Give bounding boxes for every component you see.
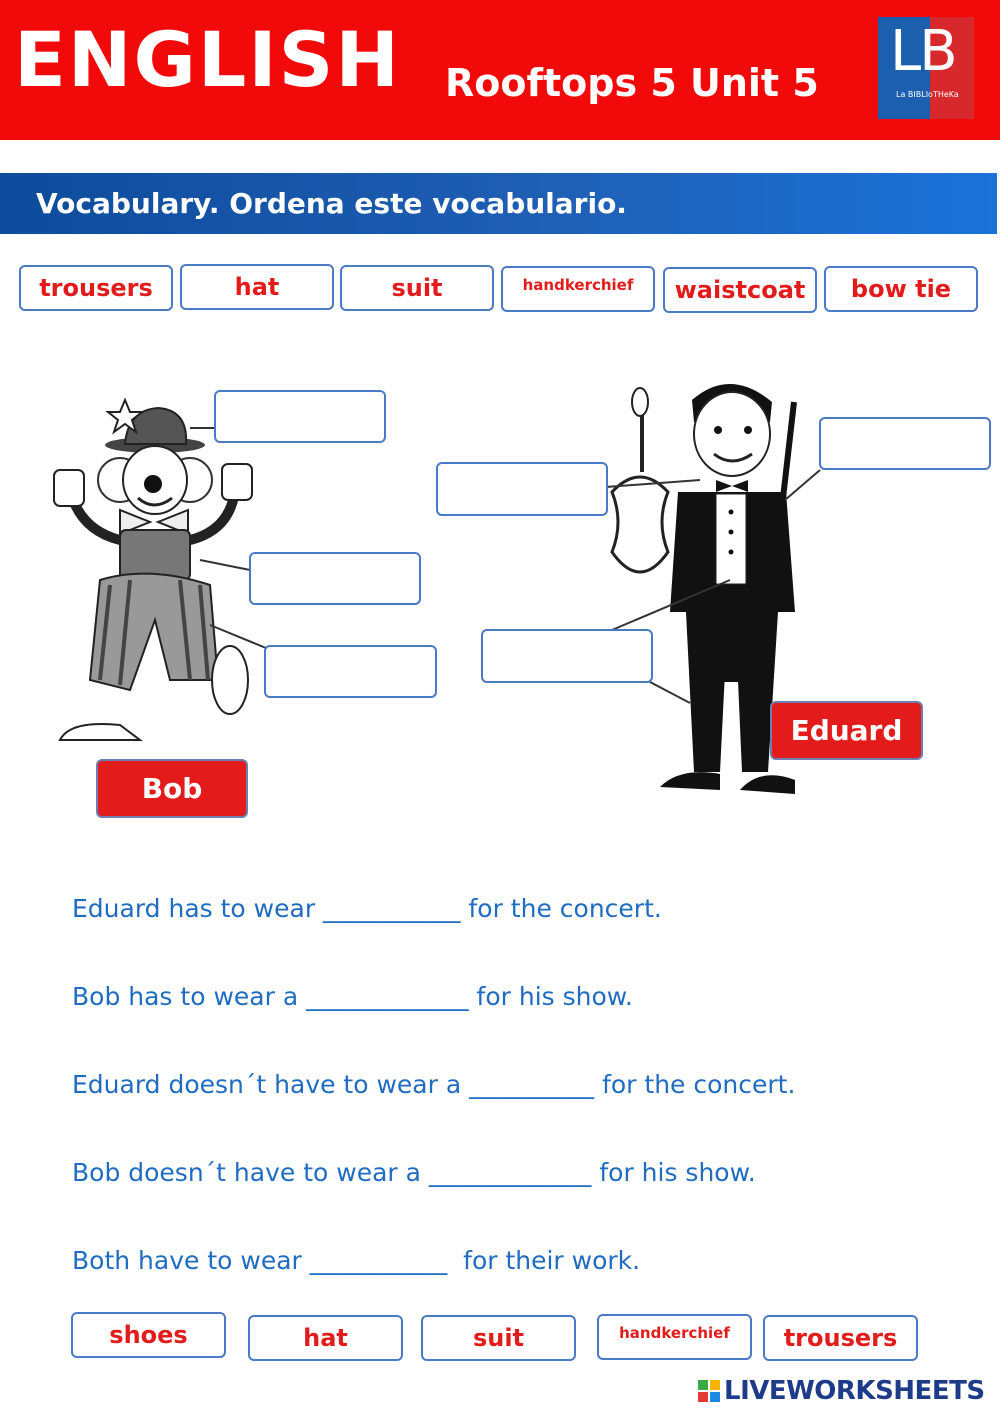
label-box-eduard-handkerchief[interactable] xyxy=(436,462,608,516)
word-chip-handkerchief-bottom[interactable]: handkerchief xyxy=(597,1314,752,1360)
page-subtitle: Rooftops 5 Unit 5 xyxy=(445,61,819,105)
liveworksheets-icon xyxy=(698,1380,720,1402)
word-chip-suit[interactable]: suit xyxy=(340,265,494,311)
violin-icon xyxy=(612,477,668,572)
sentence-3: Eduard doesn´t have to wear a __________ for the concert. xyxy=(72,1070,796,1099)
word-chip-shoes[interactable]: shoes xyxy=(71,1312,226,1358)
sentence-1: Eduard has to wear ___________ for the concert. xyxy=(72,894,662,923)
man-trousers xyxy=(686,612,728,772)
man-shirt xyxy=(716,494,746,584)
man-shoe xyxy=(660,772,720,790)
word-chip-trousers[interactable]: trousers xyxy=(19,265,173,311)
label-box-eduard-suit[interactable] xyxy=(481,629,653,683)
label-box-clown-hat[interactable] xyxy=(214,390,386,443)
sentence-4: Bob doesn´t have to wear a _____________ for his show. xyxy=(72,1158,756,1187)
label-box-eduard-bow-tie[interactable] xyxy=(819,417,991,470)
clown-nose xyxy=(144,475,162,493)
liveworksheets-brand[interactable]: LIVEWORKSHEETS xyxy=(724,1376,985,1406)
name-tag-bob: Bob xyxy=(96,759,248,818)
word-chip-bow-tie[interactable]: bow tie xyxy=(824,266,978,312)
name-tag-eduard: Eduard xyxy=(770,701,923,760)
word-chip-hat[interactable]: hat xyxy=(180,264,334,310)
section-instruction: Vocabulary. Ordena este vocabulario. xyxy=(36,187,627,220)
clown-waistcoat xyxy=(120,530,190,580)
sentence-5: Both have to wear ___________ for their work. xyxy=(72,1246,641,1275)
word-chip-handkerchief[interactable]: handkerchief xyxy=(501,266,655,312)
sentence-2: Bob has to wear a _____________ for his show. xyxy=(72,982,633,1011)
label-box-clown-waistcoat[interactable] xyxy=(249,552,421,605)
word-chip-trousers-bottom[interactable]: trousers xyxy=(763,1315,918,1361)
word-chip-suit-bottom[interactable]: suit xyxy=(421,1315,576,1361)
lb-logo-letters: LB xyxy=(890,19,956,84)
lb-logo-caption: La BIBLIoTHeKa xyxy=(896,90,959,99)
word-chip-hat-bottom[interactable]: hat xyxy=(248,1315,403,1361)
page-title: ENGLISH xyxy=(14,15,401,104)
label-box-clown-trousers[interactable] xyxy=(264,645,437,698)
word-chip-waistcoat[interactable]: waistcoat xyxy=(663,267,817,313)
man-face xyxy=(694,392,770,476)
